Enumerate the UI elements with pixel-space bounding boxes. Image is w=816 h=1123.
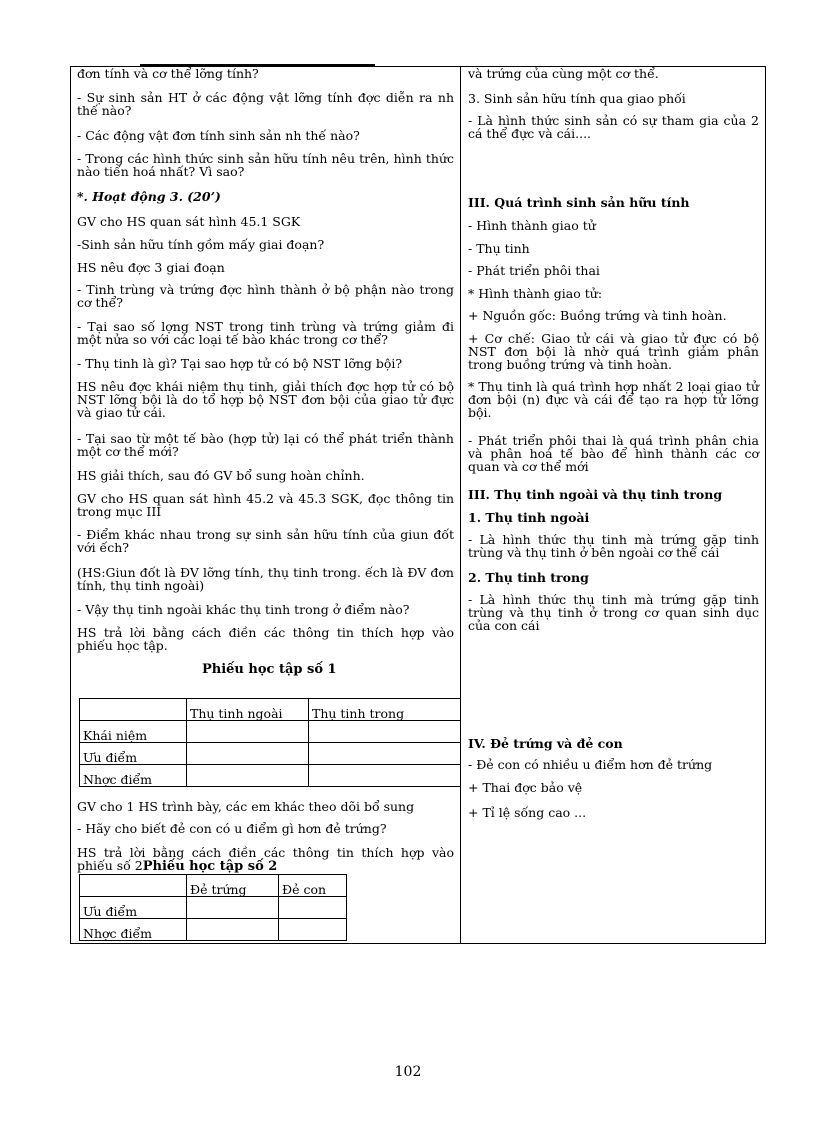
left-text: GV cho HS quan sát hình 45.1 SGK [77,214,301,229]
table-row [80,875,347,897]
section-heading: III. Quá trình sinh sản hữu tính [468,195,690,210]
left-text: - Điểm khác nhau trong sự sinh sản hữu tính của giun đốt với ếch? [77,527,454,555]
left-text: - Tại sao từ một tế bào (hợp tử) lại có thể phát triển thành một cơ thể mới? [77,431,454,459]
table-cell [187,919,279,941]
table-cell [187,721,309,743]
right-text: * Thụ tinh là quá trình hợp nhất 2 loại giao tử đơn bội (n) đực và cái để tạo ra hợp tử lỡng bội. [468,379,759,420]
table-cell: Đẻ trứng [187,875,279,897]
left-text: HS giải thích, sau đó GV bổ sung hoàn chỉnh. [77,468,365,483]
table-cell [80,875,187,897]
worksheet-1-table [79,698,460,787]
left-text: HS trả lời bằng cách điền các thông tin thích hợp vào phiếu học tập. [77,625,454,653]
subsection-heading: 2. Thụ tinh trong [468,570,589,585]
left-text: - Tại sao số lợng NST trong tinh trùng và trứng giảm đi một nửa so với các loại tế bào khác trong cơ thể? [77,319,454,347]
table-cell [187,743,309,765]
table-row [80,897,347,919]
table-row [80,699,461,721]
table-cell [309,765,461,787]
table-row [80,919,347,941]
left-text: HS nêu đợc khái niệm thụ tinh, giải thích đợc hợp tử có bộ NST lỡng bội là do tổ hợp bộ NST đơn bội của giao tử đực và giao tử cái. [77,379,454,420]
right-text: - Thụ tinh [468,241,530,256]
right-text: + Cơ chế: Giao tử cái và giao tử đực có bộ NST đơn bội là nhờ quá trình giảm phân trong buồng trứng và tinh hoàn. [468,331,759,372]
worksheet-2-table [79,874,347,941]
left-text: - Hãy cho biết đẻ con có u điểm gì hơn đẻ trứng? [77,821,387,836]
table-cell [279,897,347,919]
left-column [71,66,460,944]
left-text: -Sinh sản hữu tính gồm mấy giai đoạn? [77,237,325,252]
table-cell [309,743,461,765]
left-text-inline: HS trả lời bằng cách điền các thông tin thích hợp vào phiếu số 2 [77,845,454,873]
left-text: - Các động vật đơn tính sinh sản nh thế nào? [77,128,360,143]
right-text: - Là hình thức thụ tinh mà trứng gặp tinh trùng và thụ tinh ở bên ngoài cơ thể cái [468,532,759,560]
left-text: HS nêu đợc 3 giai đoạn [77,260,225,275]
left-text: - Thụ tinh là gì? Tại sao hợp tử có bộ NST lỡng bội? [77,356,403,371]
left-text [77,846,454,873]
section-heading: IV. Đẻ trứng và đẻ con [468,736,623,751]
activity-heading: *. Hoạt động 3. (20’) [77,189,221,204]
right-text: + Tỉ lệ sống cao ... [468,805,587,820]
worksheet-2-title: Phiếu học tập số 2 [142,859,278,874]
table-row [80,743,461,765]
table-cell: Ưu điểm [80,897,187,919]
right-text: + Thai đợc bảo vệ [468,780,583,795]
subsection-heading: 1. Thụ tinh ngoài [468,510,590,525]
right-text: - Hình thành giao tử [468,218,596,233]
right-text: và trứng của cùng một cơ thể. [468,66,659,81]
column-divider [460,66,461,944]
table-row [80,765,461,787]
table-cell: Thụ tinh trong [309,699,461,721]
table-cell [309,721,461,743]
worksheet-1-title: Phiếu học tập số 1 [202,662,337,677]
table-cell: Thụ tinh ngoài [187,699,309,721]
page-number: 102 [394,1064,422,1080]
right-text: 3. Sinh sản hữu tính qua giao phối [468,91,686,106]
table-cell [187,897,279,919]
right-text: + Nguồn gốc: Buồng trứng và tinh hoàn. [468,308,727,323]
right-text: - Là hình thức thụ tinh mà trứng gặp tinh trùng và thụ tinh ở trong cơ quan sinh dục của con cái [468,592,759,633]
left-text: (HS:Giun đốt là ĐV lỡng tính, thụ tinh trong. ếch là ĐV đơn tính, thụ tinh ngoài) [77,565,454,593]
right-text: - Đẻ con có nhiều u điểm hơn đẻ trứng [468,757,713,772]
right-text: * Hình thành giao tử: [468,286,603,301]
table-cell: Nhợc điểm [80,919,187,941]
table-cell [279,919,347,941]
left-text: - Trong các hình thức sinh sản hữu tính nêu trên, hình thức nào tiến hoá nhất? Vì sao? [77,151,454,179]
table-cell: Khái niệm [80,721,187,743]
table-cell [80,699,187,721]
right-text: - Phát triển phôi thai [468,263,600,278]
left-text: - Tinh trùng và trứng đợc hình thành ở bộ phận nào trong cơ thể? [77,282,454,310]
left-text: GV cho HS quan sát hình 45.2 và 45.3 SGK, đọc thông tin trong mục III [77,491,454,519]
table-cell [187,765,309,787]
table-cell: Ưu điểm [80,743,187,765]
right-text: - Là hình thức sinh sản có sự tham gia của 2 cá thể đực và cái.... [468,113,759,141]
right-text: - Phát triển phôi thai là quá trình phân chia và phân hoá tế bào để hình thành các cơ quan và cơ thể mới [468,433,759,474]
left-text: - Sự sinh sản HT ở các động vật lỡng tính đợc diễn ra nh thế nào? [77,90,454,118]
section-heading: III. Thụ tinh ngoài và thụ tinh trong [468,487,723,502]
left-text: GV cho 1 HS trình bày, các em khác theo dõi bổ sung [77,799,415,814]
left-text: - Vậy thụ tinh ngoài khác thụ tinh trong ở điểm nào? [77,602,410,617]
left-text: đơn tính và cơ thể lỡng tính? [77,66,259,81]
table-cell: Đẻ con [279,875,347,897]
table-cell: Nhợc điểm [80,765,187,787]
table-row [80,721,461,743]
right-column [462,66,765,944]
